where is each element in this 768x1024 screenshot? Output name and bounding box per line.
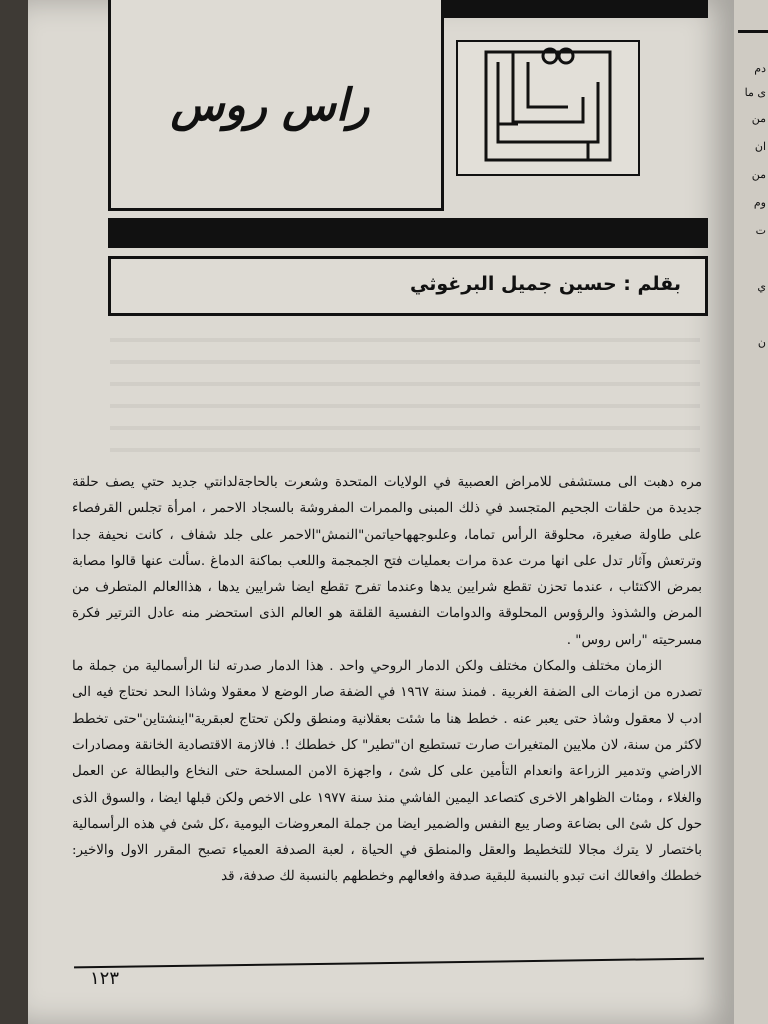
adjacent-page-rule bbox=[738, 30, 768, 33]
byline-box bbox=[108, 256, 708, 316]
margin-fragment: من bbox=[751, 112, 766, 125]
margin-fragment: وم bbox=[753, 196, 766, 209]
margin-fragment: ان bbox=[754, 140, 766, 153]
calligraphy-logo-icon bbox=[458, 42, 638, 174]
adjacent-page-edge bbox=[734, 0, 768, 1024]
margin-fragment: ى ما bbox=[744, 86, 766, 99]
margin-fragment: ن bbox=[757, 336, 766, 349]
margin-fragment: ت bbox=[755, 224, 766, 237]
section-logo bbox=[456, 40, 640, 176]
bleed-through-text bbox=[110, 320, 700, 460]
page-number: ١٢٣ bbox=[90, 968, 120, 989]
margin-fragment: ي bbox=[757, 280, 766, 293]
body-paragraph: الزمان مختلف والمكان مختلف ولكن الدمار الروحي واحد . هذا الدمار صدرته لنا الرأسمالية من جملة ما تصدره من ازمات الى الضفة الغربية . فمنذ سنة ١٩٦٧ في الضفة صار الوضع لا معقولا وشاذا الىحد نحتاج فيه الى ادب لا معقول وشاذ حتى يعبر عنه . خطط هنا ما شئت بعقلانية ومنطق ولكن تحتاج لعبقرية"اينشتاين"حتى تخطط لاكثر من سنة، لان ملايين المتغيرات صارت تستطيع ان"تطير" كل خططك !. فالازمة الاقتصادية الخانقة ومصادرات الاراضي وتدمير الزراعة وانعدام التأمين على كل شئ ، واجهزة الامن المسلحة حتى النخاع والبطالة عن العمل والغلاء ، ومئات الظواهر الاخرى كتصاعد اليمين الفاشي منذ سنة ١٩٧٧ على الاخص ولكن قبلها ايضا ، والسوق الذى حول كل شئ الى بضاعة وصار يبع النفس والضمير ايضا من جملة المعروضات اليومية ،كل شئ في هذه الرأسمالية باختصار لا يترك مجالا للتخطيط والعقل والمنطق في الحياة ، لعبة الصدفة العمياء تصبح المقرر الاول والاخير: خططك وافعالك انت تبدو بالنسبة للبقية صدفة وافعالهم وخططهم بالنسبة لك صدفة، قد bbox=[72, 659, 702, 885]
article-body bbox=[72, 470, 702, 891]
body-paragraph: مره دهبت الى مستشفى للامراض العصبية في الولايات المتحدة وشعرت بالحاجةلدانتي جديد حتي يصف حلقة جديدة من حلقات الجحيم المتجسد في ذلك المبنى والممرات المفروشة بالسجاد الاحمر ، امرأة تجلس القرفصاء على طاولة صغيرة، محلوقة الرأس تماما، وعلىوجههاحياتمن"النمش"الاحمر على جلد شفاف ، كانت نحيفة جدا وترتعش وآثار تدل على انها مرت عدة مرات بعمليات فتح الجمجمة واللعب بماكنة الدماغ .سألت عنها قالوا مصابة بمرض الاكتئاب ، عندما تحزن تقطع شرايين يدها وعندما تفرح تقطع ايضا شرايين يدها ، هذاالعالم المتطرف من المرض والشذوذ والرؤوس المحلوقة والدوامات النفسية القلقة هو العالم الذى استحضر منه عادل الترتير فكرة مسرحيته "راس روس" . bbox=[72, 475, 702, 648]
article-byline: بقلم : حسين جميل البرغوثي bbox=[409, 273, 681, 295]
margin-fragment: دم bbox=[754, 62, 766, 75]
margin-fragment: من bbox=[751, 168, 766, 181]
divider-bar bbox=[108, 218, 708, 248]
article-title: راس روس bbox=[170, 80, 370, 131]
